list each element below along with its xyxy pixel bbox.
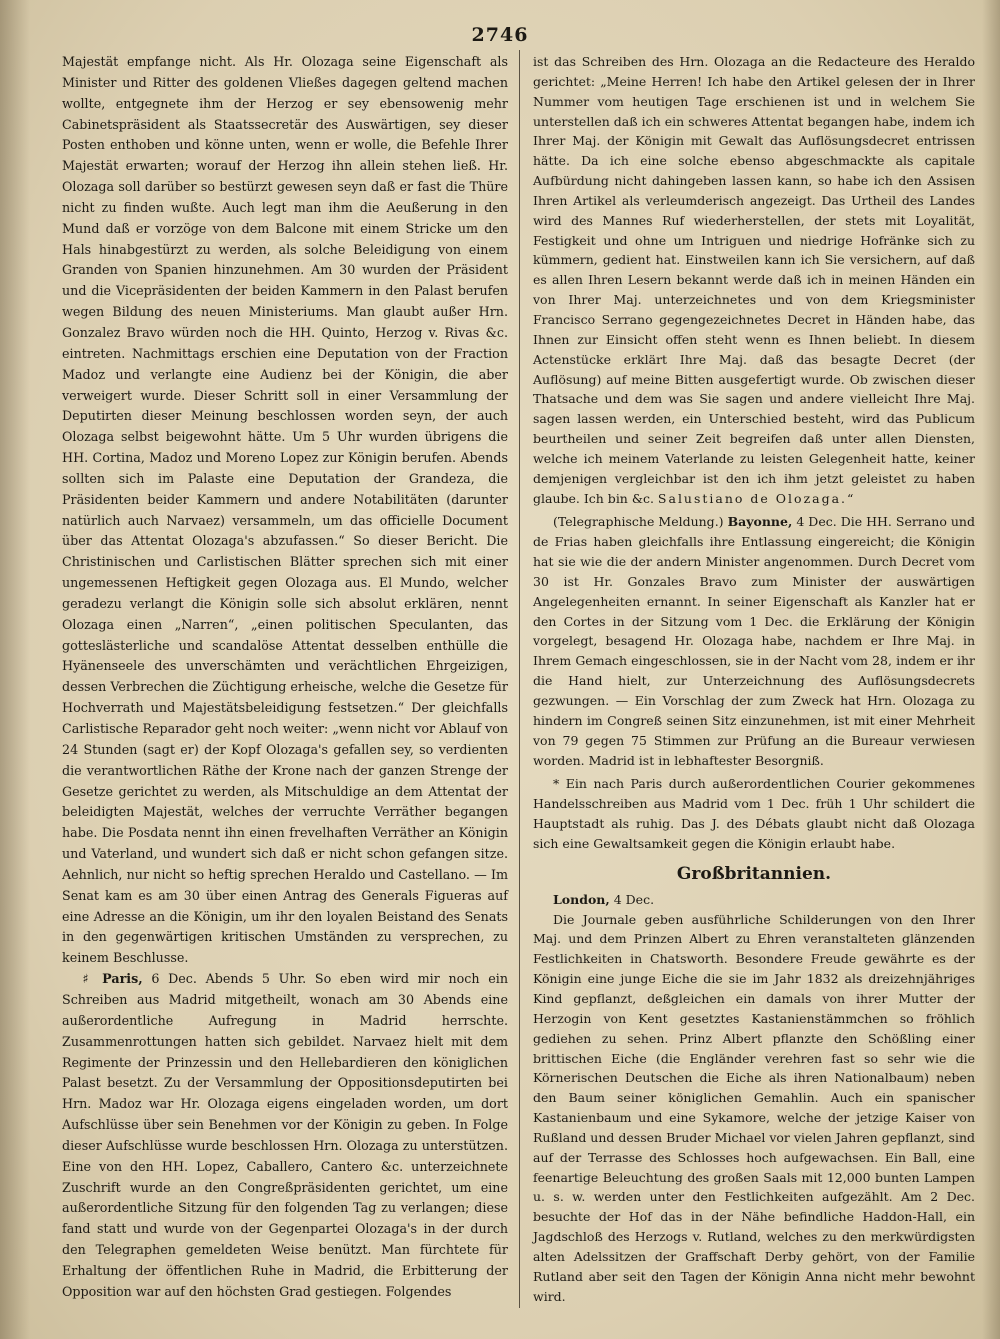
right-paragraph-1 — [533, 52, 975, 508]
olozaga-letter-text: ist das Schreiben des Hrn. Olozaga an die Redacteure des Heraldo gerichtet: „Meine Herren! Ich habe den Artikel gelesen der in Ihrer Nummer vom heutigen Tage erschienen ist und in welchem Sie unterstellen daß ich ein schweres Attentat begangen habe, indem ich Ihrer Maj. der Königin mit Gewalt das Auflösungsdecret entrissen hätte. Da ich eine solche ebenso abgeschmackte als capitale Aufbürdung nicht dahingeben lassen kann, so habe ich den Assisen Ihren Artikel als verleumderisch angezeigt. Das Urtheil des Landes wird des Mannes Ruf wiederherstellen, der stets mit Loyalität, Festigkeit und ohne um Intriguen und niedrige Hofränke sich zu kümmern, gedient hat. Einstweilen kann ich Sie versichern, auf daß es allen Ihren Lesern bekannt werde daß ich in meinen Händen ein von Ihrer Maj. unterzeichnetes und von dem Kriegsminister Francisco Serrano gegengezeichnetes Decret in Händen habe, das Ihnen zur Einsicht offen steht wenn es Ihnen beliebt. In diesem Actenstücke erklärt Ihre Maj. daß das besagte Decret (der Auflösung) auf meine Bitten ausgefertigt wurde. Ob zwischen dieser Thatsache und dem was Sie sagen und andere vielleicht Ihre Maj. sagen lassen werden, ein Unterschied besteht, wird das Publicum beurtheilen und seiner Zeit begreifen daß unter allen Diensten, welche ich meinem Vaterlande zu leisten Gelegenheit hatte, keiner demjenigen vergleichbar ist den ich ihm jetzt geleistet zu haben glaube. Ich bin &c. — [533, 54, 975, 506]
london-dateline: London, — [553, 891, 610, 907]
paris-report-text: Abends 5 Uhr. So eben wird mir noch ein Schreiben aus Madrid mitgetheilt, wonach am 30 Abends eine außerordentliche Aufregung in Madrid herrschte. Zusammenrottungen hatten sich gebildet. Narvaez hielt mit dem Regimente der Prinzessin und den Hellebardieren den königlichen Palast besetzt. Zu der Versammlung der Oppositionsdeputirten bei Hrn. Madoz war Hr. Olozaga eigens eingeladen worden, um dort Aufschlüsse über sein Benehmen vor der Königin zu geben. In Folge dieser Aufschlüsse wurde beschlossen Hrn. Olozaga zu unterstützen. Eine von den HH. Lopez, Caballero, Cantero &c. unterzeichnete Zuschrift wurde an den Congreßpräsidenten gerichtet, um eine außerordentliche Sitzung für den folgenden Tag zu verlangen; diese fand statt und wurde von der Gegenpartei Olozaga's in der durch den Telegraphen gemeldeten Weise benützt. Man fürchtete für Erhaltung der öffentlichen Ruhe in Madrid, die Erbitterung der Opposition war auf den höchsten Grad gestiegen. Folgendes — [62, 971, 508, 1299]
right-paragraph-2 — [533, 512, 975, 770]
paris-date: 6 Dec. — [151, 971, 197, 987]
right-paragraph-5: Die Journale geben ausführliche Schilderungen von den Ihrer Maj. und dem Prinzen Albert zu Ehren veranstalteten glänzenden Festlichkeiten in Chatsworth. Besondere Freude gewährte es der Königin eine junge Eiche die sie im Jahr 1832 als dreizehnjähriges Kind gepflanzt, deßgleichen ein damals von ihrer Mutter der Herzogin von Kent gesetztes Kastanienstämmchen so fröhlich gediehen zu sehen. Prinz Albert pflanzte den Schößling einer brittischen Eiche (die Engländer verehren fast so sehr wie die Körnerischen Deutschen die Eiche als ihren Nationalbaum) neben den Baum seiner königlichen Gemahlin. Auch ein spanischer Kastanienbaum und eine Sykamore, welche der jetzige Kaiser von Rußland und dessen Bruder Michael vor vielen Jahren gepflanzt, sind auf der Terrasse des Schlosses hoch aufgewachsen. Ein Ball, eine feenartige Beleuchtung des großen Saals mit 12,000 bunten Lampen u. s. w. werden unter den Festlichkeiten aufgezählt. Am 2 Dec. besuchte der Hof das in der Nähe befindliche Haddon-Hall, ein Jagdschloß des Herzogs v. Rutland, welches zu den merkwürdigsten alten Adelssitzen der Graffschaft Derby gehört, von der Familie Rutland aber seit den Tagen der Königin Anna nicht mehr bewohnt wird. — [533, 911, 975, 1304]
paris-dateline: ♯ Paris, — [82, 971, 143, 987]
olozaga-signature: Salustiano de Olozaga.“ — [657, 490, 856, 506]
page-number: 2746 — [471, 24, 529, 46]
bayonne-dateline: Bayonne, — [727, 514, 793, 530]
country-heading: Großbritannien. — [676, 863, 832, 884]
right-column — [533, 52, 975, 1306]
telegraph-lead: (Telegraphische Meldung.) — [553, 514, 724, 530]
left-column — [62, 52, 508, 1303]
bayonne-date: 4 Dec. — [796, 514, 837, 530]
scan-edge-shadow-right — [982, 0, 1000, 1339]
london-date: 4 Dec. — [613, 891, 655, 907]
left-paragraph-1: Majestät empfange nicht. Als Hr. Olozaga seine Eigenschaft als Minister und Ritter des goldenen Vließes dagegen geltend machen wollte, entgegnete ihm der Herzog er sey ebensowenig mehr Cabinetspräsident als Staatssecretär des Auswärtigen, sey dieser Posten enthoben und könne unten, wenn er wolle, die Befehle Ihrer Majestät erwarten; worauf der Herzog ihn allein stehen ließ. Hr. Olozaga soll darüber so bestürzt gewesen seyn daß er fast die Thüre nicht zu finden wußte. Auch legt man ihm die Aeußerung in den Mund daß er vorzöge von dem Balcone mit einem Stricke um den Hals hinabgestürzt zu werden, als solche Beleidigung von einem Granden von Spanien hinzunehmen. Am 30 wurden der Präsident und die Vicepräsidenten der beiden Kammern in den Palast berufen wegen Bildung des neuen Ministeriums. Man glaubt außer Hrn. Gonzalez Bravo würden noch die HH. Quinto, Herzog v. Rivas &c. eintreten. Nachmittags erschien eine Deputation von der Fraction Madoz und verlangte eine Audienz bei der Königin, die aber verweigert wurde. Dieser Schritt soll in einer Versammlung der Deputirten dieser Meinung beschlossen worden seyn, der auch Olozaga selbst beigewohnt hätte. Um 5 Uhr wurden übrigens die HH. Cortina, Madoz und Moreno Lopez zur Königin berufen. Abends sollten sich im Palaste eine Deputation der Grandeza, die Präsidenten beider Kammern und andere Notabilitäten (darunter natürlich auch Narvaez) versammeln, um das officielle Document über das Attentat Olozaga's abzufassen.“ So dieser Bericht. Die Christinischen und Carlistischen Blätter sprechen sich mit einer ungemessenen Heftigkeit gegen Olozaga aus. El Mundo, welcher geradezu verlangt die Königin solle sich absolut erklären, nennt Olozaga einen „Narren“, „einen politischen Speculanten, das gotteslästerliche und scandalöse Attentat desselben enthülle die Hyänenseele des unverschämten und verächtlichen Ehrgeizigen, dessen Verbrechen die Züchtigung erheische, welche die Gesetze für Hochverrath und Majestätsbeleidigung festsetzen.“ Der gleichfalls Carlistische Reparador geht noch weiter: „wenn nicht vor Ablauf von 24 Stunden (sagt er) der Kopf Olozaga's gefallen sey, so verdienten die verantwortlichen Räthe der Krone nach der ganzen Strenge der Gesetze gerichtet zu werden, als Mitschuldige an dem Attentat der beleidigten Majestät, welches der verruchte Verräther begangen habe. Die Posdata nennt ihn einen frevelhaften Verräther an Königin und Vaterland, und wundert sich daß er nicht schon gefangen sitze. Aehnlich, nur nicht so heftig sprechen Heraldo und Castellano. — Im Senat kam es am 30 über einen Antrag des Generals Figueras auf eine Adresse an die Königin, um ihr den loyalen Beistand des Senats in den gegenwärtigen kritischen Umständen zu versprechen, zu keinem Beschlusse. — [62, 54, 508, 966]
bayonne-report-text: Die HH. Serrano und de Frias haben gleichfalls ihre Entlassung eingereicht; die Königin hat sie wie die der andern Minister angenommen. Durch Decret vom 30 ist Hr. Gonzales Bravo zum Minister der auswärtigen Angelegenheiten ernannt. In seiner Eigenschaft als Kanzler hat er den Cortes in der Sitzung vom 1 Dec. die Erklärung der Königin vorgelegt, besagend Hr. Olozaga habe, nachdem er Ihre Maj. in Ihrem Gemach eingeschlossen, sie in der Nacht vom 28, indem er ihr die Hand hielt, zur Unterzeichnung des Auflösungsdecrets gezwungen. — Ein Vorschlag der zum Zweck hat Hrn. Olozaga zu hindern im Congreß seinen Sitz einzunehmen, ist mit einer Mehrheit von 79 gegen 75 Stimmen zur Prüfung an die Bureaur verwiesen worden. Madrid ist in lebhaftester Besorgniß. — [533, 514, 975, 768]
scan-edge-shadow-left — [0, 0, 30, 1339]
column-divider — [519, 50, 520, 1308]
left-paragraph-2 — [62, 969, 508, 1303]
london-dateline-line — [533, 890, 975, 910]
right-paragraph-3: * Ein nach Paris durch außerordentlichen Courier gekommenes Handelsschreiben aus Madrid vom 1 Dec. früh 1 Uhr schildert die Hauptstadt als ruhig. Das J. des Débats glaubt nicht daß Olozaga sich eine Gewaltsamkeit gegen die Königin erlaubt habe. — [533, 776, 975, 851]
